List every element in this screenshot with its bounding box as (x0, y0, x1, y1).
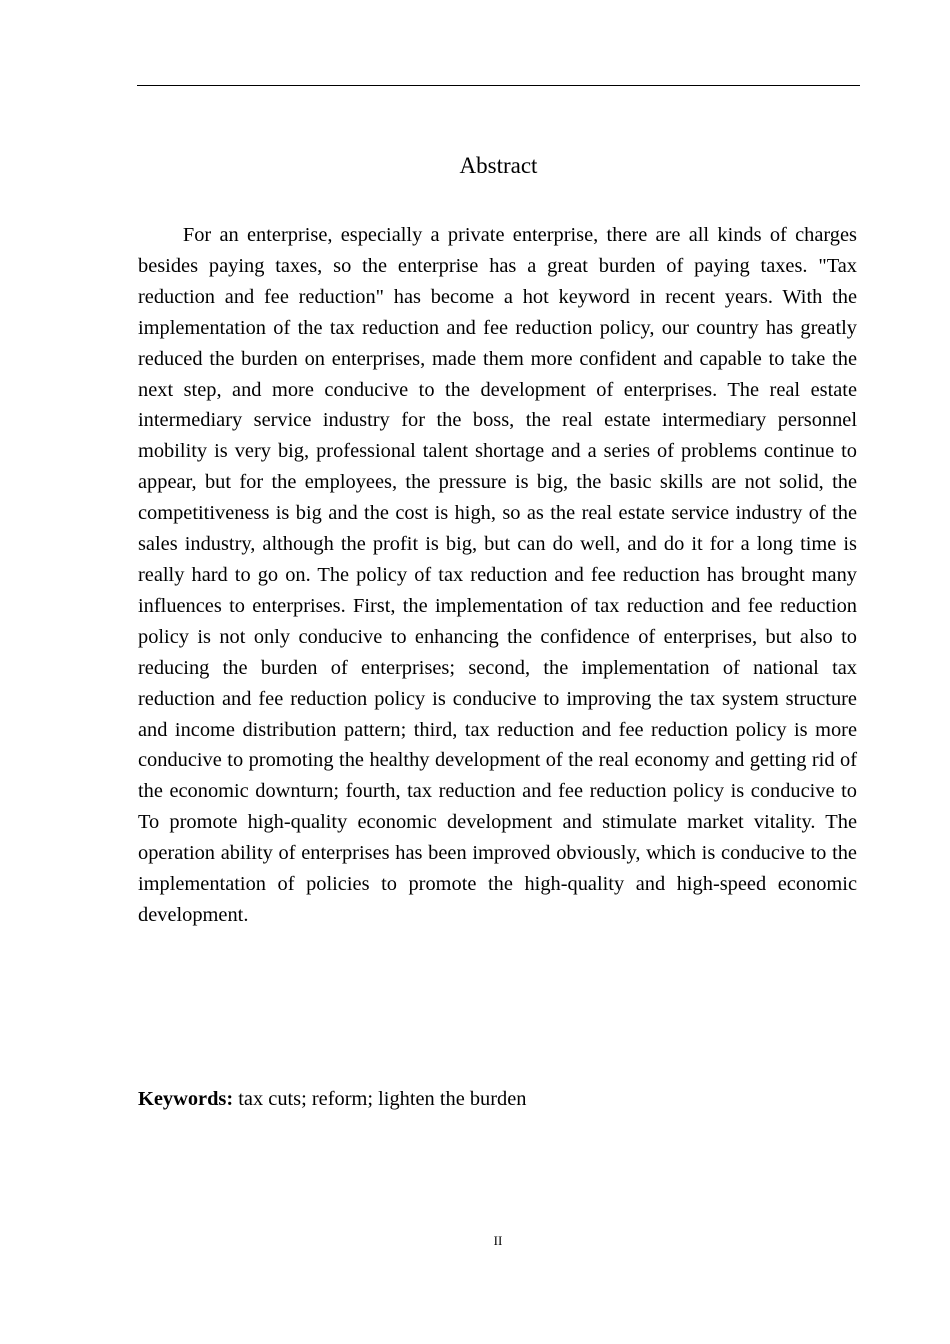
page-title: Abstract (459, 153, 538, 178)
abstract-paragraph: For an enterprise, especially a private enterprise, there are all kinds of charges besides paying taxes, so the enterprise has a great burden of paying taxes. "Tax reduction and fee reduction" has become a hot keyword in recent years. With the implementation of the tax reduction and fee reduction policy, our country has greatly reduced the burden on enterprises, made them more confident and capable to take the next step, and more conducive to the development of enterprises. The real estate intermediary service industry for the boss, the real estate intermediary personnel mobility is very big, professional talent shortage and a series of problems continue to appear, but for the employees, the pressure is big, the basic skills are not solid, the competitiveness is big and the cost is high, so as the real estate service industry of the sales industry, although the profit is big, but can do well, and do it for a long time is really hard to go on. The policy of tax reduction and fee reduction has brought many influences to enterprises. First, the implementation of tax reduction and fee reduction policy is not only conducive to enhancing the confidence of enterprises, but also to reducing the burden of enterprises; second, the implementation of national tax reduction and fee reduction policy is conducive to improving the tax system structure and income distribution pattern; third, tax reduction and fee reduction policy is more conducive to promoting the healthy development of the real economy and getting rid of the economic downturn; fourth, tax reduction and fee reduction policy is conducive to To promote high-quality economic development and stimulate market vitality. The operation ability of enterprises has been improved obviously, which is conducive to the implementation of policies to promote the high-quality and high-speed economic development. (138, 224, 857, 926)
header-rule (137, 85, 860, 86)
keywords-label: Keywords: (138, 1088, 234, 1110)
keywords-line (138, 1084, 857, 1114)
keywords-value: tax cuts; reform; lighten the burden (233, 1088, 527, 1110)
page-number: II (493, 1233, 503, 1248)
